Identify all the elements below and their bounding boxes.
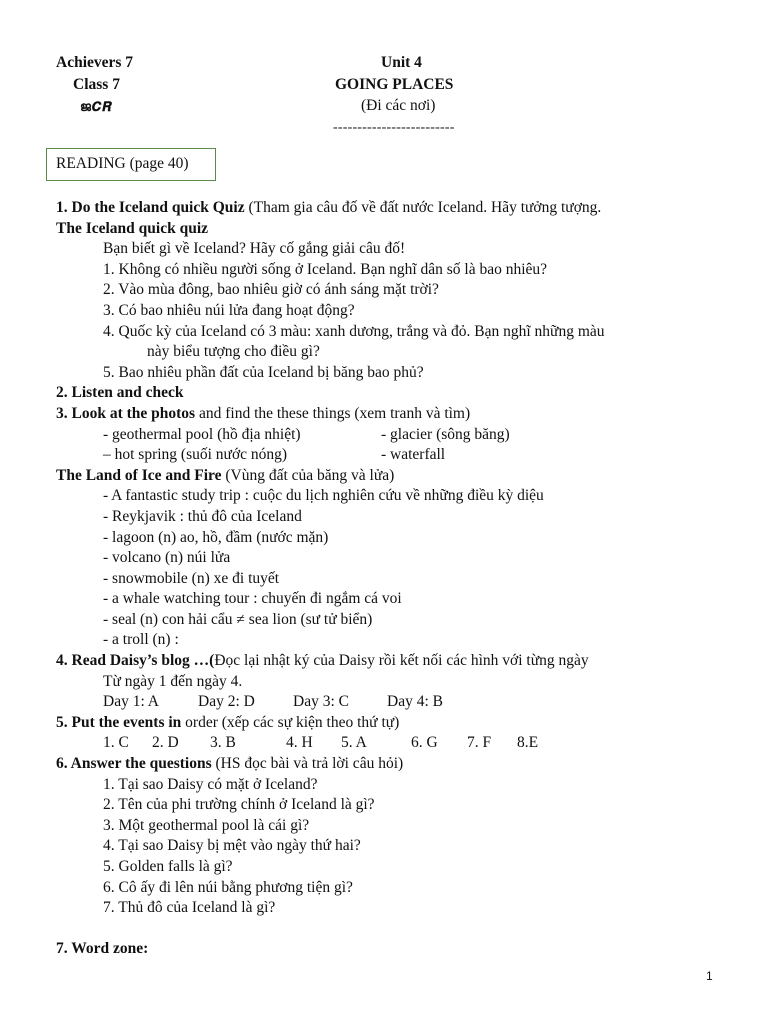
title-divider: ------------------------- (333, 120, 455, 135)
order-answer: 8.E (517, 734, 539, 752)
section-1-bold: 1. Do the Iceland quick Quiz (56, 199, 245, 216)
section-4-heading (56, 651, 736, 672)
order-answer: 1. C (103, 734, 129, 752)
unit-subtitle: (Đi các nơi) (361, 97, 436, 114)
order-answer: 6. G (411, 734, 438, 752)
order-answer: 4. H (286, 734, 313, 752)
section-6-heading (56, 754, 736, 775)
day-answer: Day 2: D (198, 693, 255, 711)
order-answer: 3. B (210, 734, 236, 752)
day-answer: Day 4: B (387, 693, 443, 711)
order-answer: 2. D (152, 734, 179, 752)
section-5-bold: 5. Put the events in (56, 713, 182, 731)
vocab-pair-row (56, 445, 736, 466)
section-4-answers (56, 692, 736, 713)
land-rest: (Vùng đất của băng và lửa) (221, 466, 395, 484)
question-item: 5. Golden falls là gì? (103, 858, 233, 875)
section-5-answers (56, 733, 736, 754)
section-3-bold: 3. Look at the photos (56, 404, 196, 422)
land-bold: The Land of Ice and Fire (56, 466, 222, 484)
section-4-line2: Từ ngày 1 đến ngày 4. (103, 672, 243, 690)
vocab-pair-left: – hot spring (suối nước nóng) (103, 446, 288, 464)
course-name: Achievers 7 (56, 54, 134, 71)
vocab-item: - A fantastic study trip : cuộc du lịch nghiên cứu về những điều kỳ diệu (103, 487, 544, 505)
vocab-item: - seal (n) con hải cẩu ≠ sea lion (sư tử biển) (103, 610, 373, 628)
quiz-title: The Iceland quick quiz (56, 219, 209, 237)
order-answer: 5. A (341, 734, 367, 752)
spacer (56, 919, 736, 940)
unit-label: Unit 4 (381, 54, 422, 71)
section-3-heading (56, 404, 736, 425)
question-item: 3. Một geothermal pool là cái gì? (103, 816, 310, 834)
section-1-rest: (Tham gia câu đố về đất nước Iceland. Hãy tưởng tượng. (244, 199, 602, 216)
section-4-rest: Đọc lại nhật ký của Daisy rồi kết nối các hình với từng ngày (214, 652, 589, 670)
order-answer: 7. F (467, 734, 492, 752)
section-3-rest: and find the these things (xem tranh và tìm) (195, 404, 471, 422)
vocab-item: - volcano (n) núi lửa (103, 549, 231, 567)
vocab-item: - a whale watching tour : chuyến đi ngắm cá voi (103, 590, 402, 608)
vocab-item: - Reykjavik : thủ đô của Iceland (103, 507, 302, 525)
section-2-heading: 2. Listen and check (56, 384, 184, 402)
quiz-item: 3. Có bao nhiêu núi lửa đang hoạt động? (103, 301, 355, 319)
question-item: 7. Thủ đô của Iceland là gì? (103, 899, 276, 917)
reading-section-box: READING (page 40) (46, 148, 216, 181)
vocab-pair-row (56, 425, 736, 446)
question-item: 4. Tại sao Daisy bị mệt vào ngày thứ hai? (103, 837, 361, 855)
class-label: Class 7 (73, 76, 120, 93)
question-item: 1. Tại sao Daisy có mặt ở Iceland? (103, 775, 318, 793)
section-7-heading: 7. Word zone: (56, 940, 149, 958)
section-6-bold: 6. Answer the questions (56, 755, 212, 773)
section-1-heading (56, 198, 736, 219)
section-4-bold: 4. Read Daisy’s blog …( (56, 652, 215, 670)
land-heading (56, 466, 736, 487)
vocab-pair-right: - waterfall (381, 446, 446, 464)
vocab-item: - snowmobile (n) xe đi tuyết (103, 569, 280, 587)
page-number: 1 (706, 969, 713, 983)
vocab-item: - lagoon (n) ao, hồ, đầm (nước mặn) (103, 528, 329, 546)
quiz-item: 2. Vào mùa đông, bao nhiêu giờ có ánh sáng mặt trời? (103, 281, 439, 299)
ornament-icon: ജ𝑪𝑹 (80, 99, 113, 114)
quiz-item-continued: này biểu tượng cho điều gì? (147, 343, 320, 361)
question-item: 2. Tên của phi trường chính ở Iceland là gì? (103, 796, 375, 814)
question-item: 6. Cô ấy đi lên núi bằng phương tiện gì? (103, 878, 353, 896)
section-5-rest: order (xếp các sự kiện theo thứ tự) (181, 713, 400, 731)
quiz-item: 5. Bao nhiêu phần đất của Iceland bị băng bao phủ? (103, 363, 424, 381)
vocab-pair-left: - geothermal pool (hồ địa nhiệt) (103, 425, 301, 443)
vocab-pair-right: - glacier (sông băng) (381, 425, 510, 443)
document-body (56, 198, 736, 960)
section-5-heading (56, 713, 736, 734)
quiz-intro: Bạn biết gì về Iceland? Hãy cố gắng giải câu đố! (103, 240, 406, 258)
section-6-rest: (HS đọc bài và trả lời câu hỏi) (211, 755, 404, 773)
day-answer: Day 3: C (293, 693, 349, 711)
day-answer: Day 1: A (103, 693, 159, 711)
quiz-item: 4. Quốc kỳ của Iceland có 3 màu: xanh dương, trắng và đỏ. Bạn nghĩ những màu (103, 322, 605, 340)
vocab-item: - a troll (n) : (103, 631, 179, 649)
quiz-item: 1. Không có nhiều người sống ở Iceland. Bạn nghĩ dân số là bao nhiêu? (103, 260, 548, 278)
unit-title: GOING PLACES (335, 76, 454, 93)
